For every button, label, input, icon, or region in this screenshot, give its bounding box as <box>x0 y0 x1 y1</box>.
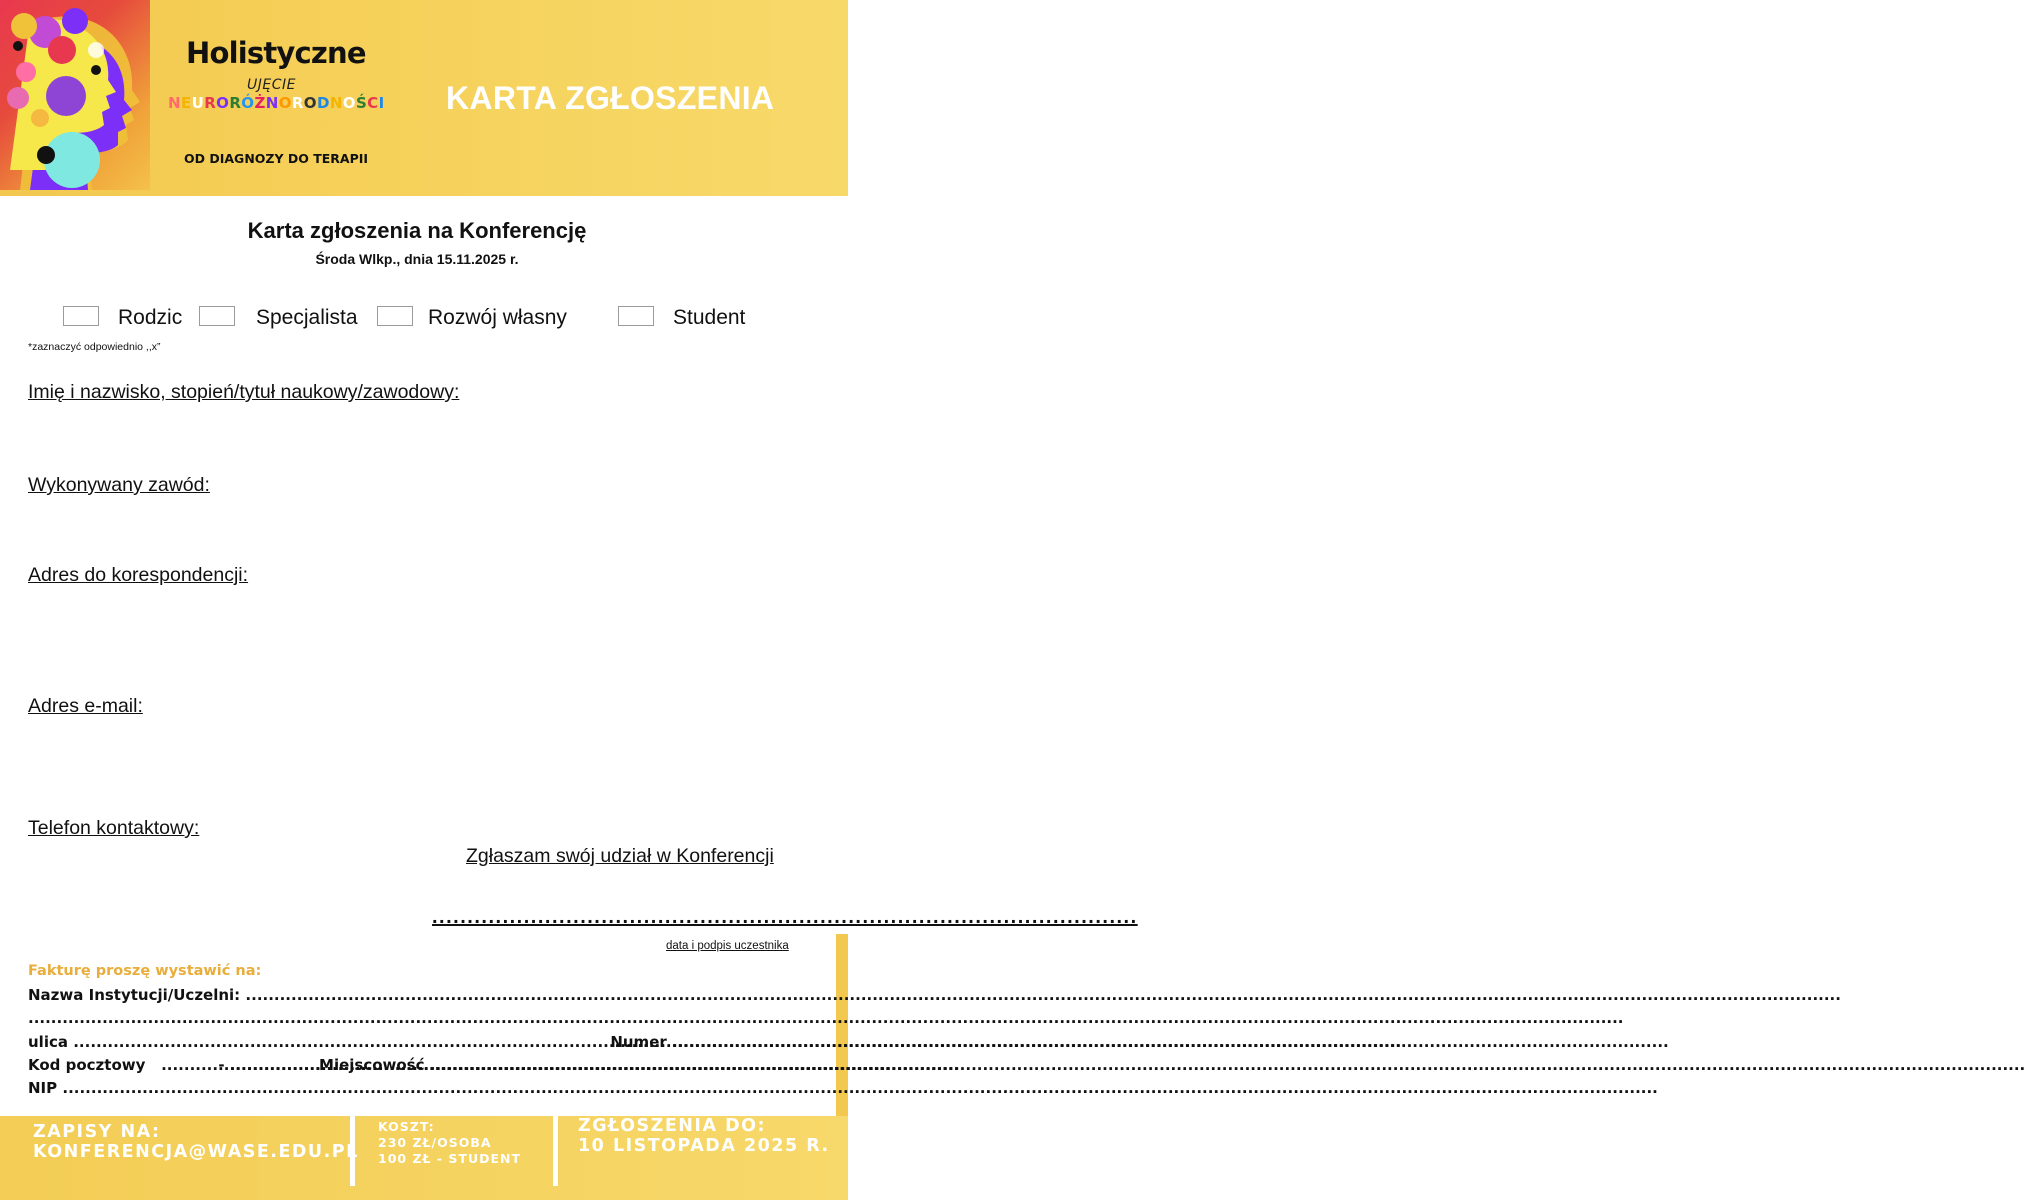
deadline-date: 10 LISTOPADA 2025 R. <box>578 1136 830 1156</box>
logo-letter: R <box>204 94 217 112</box>
signup-label: ZAPISY NA: <box>33 1122 161 1142</box>
header-title: KARTA ZGŁOSZENIA <box>446 80 775 116</box>
signature-caption: data i podpis uczestnika <box>666 940 789 952</box>
invoice-nip-row[interactable] <box>28 1079 308 1101</box>
option-label-rozwoj-wlasny: Rozwój własny <box>428 306 567 329</box>
logo-letter: R <box>229 94 242 112</box>
form-date: Środa Wlkp., dnia 15.11.2025 r. <box>315 251 519 267</box>
logo-subtitle: UJĘCIE <box>247 77 296 93</box>
logo-letter: N <box>265 94 279 112</box>
option-label-specjalista: Specjalista <box>256 306 358 329</box>
logo-letter: O <box>278 94 292 112</box>
signup-email[interactable]: KONFERENCJA@WASE.EDU.PL <box>33 1142 359 1162</box>
institution-fill-2[interactable] <box>28 1009 820 1027</box>
logo-letter: U <box>191 94 205 112</box>
logo-letter: C <box>367 94 379 112</box>
field-label-phone: Telefon kontaktowy: <box>28 817 200 839</box>
logo-letter: O <box>303 94 317 112</box>
logo-letter: R <box>291 94 304 112</box>
logo-letter: N <box>329 94 343 112</box>
cost-student: 100 ZŁ - STUDENT <box>378 1151 522 1166</box>
cost-label: KOSZT: <box>378 1119 435 1134</box>
institution-fill[interactable] <box>245 986 820 1004</box>
option-label-student: Student <box>673 306 746 329</box>
field-label-email: Adres e-mail: <box>28 695 143 717</box>
city-label: Miejscowość <box>319 1056 425 1074</box>
postal-label: Kod pocztowy <box>28 1056 146 1074</box>
number-fill[interactable] <box>672 1033 820 1051</box>
logo-illustration <box>0 0 150 190</box>
logo-letter: E <box>180 94 192 112</box>
logo-title: Holistyczne <box>186 36 366 70</box>
logo-letter: Ś <box>355 94 368 112</box>
field-label-address: Adres do korespondencji: <box>28 564 249 586</box>
postal-fill-2[interactable] <box>230 1056 314 1074</box>
signature-line[interactable]: .................................................................................................... <box>432 906 1138 928</box>
logo-letter: Ż <box>254 94 266 112</box>
field-label-name: Imię i nazwisko, stopień/tytuł naukowy/zawodowy: <box>28 381 460 403</box>
logo-letter: I <box>378 94 385 112</box>
nip-label: NIP <box>28 1079 58 1097</box>
number-label: Numer <box>610 1033 667 1051</box>
logo-letter: O <box>342 94 356 112</box>
checkbox-rodzic[interactable] <box>63 306 99 326</box>
checkbox-note: *zaznaczyć odpowiednio ,,x” <box>28 341 161 353</box>
invoice-street-row[interactable] <box>28 1033 820 1055</box>
checkbox-student[interactable] <box>618 306 654 326</box>
deadline-label: ZGŁOSZENIA DO: <box>578 1116 766 1136</box>
invoice-heading: Fakturę proszę wystawić na: <box>28 963 262 979</box>
invoice-institution-row[interactable] <box>28 986 820 1008</box>
heads-illustration-icon <box>0 0 150 190</box>
logo-letter: D <box>316 94 330 112</box>
footer-divider <box>553 1114 558 1186</box>
city-fill[interactable] <box>430 1056 820 1074</box>
logo-letter: Ó <box>241 94 255 112</box>
cost-regular: 230 ZŁ/OSOBA <box>378 1135 492 1150</box>
invoice-institution-row-2[interactable] <box>28 1009 820 1031</box>
checkbox-rozwoj-wlasny[interactable] <box>377 306 413 326</box>
postal-fill-1[interactable] <box>161 1056 213 1074</box>
street-label: ulica <box>28 1033 68 1051</box>
form-title: Karta zgłoszenia na Konferencję <box>247 218 587 243</box>
field-label-profession: Wykonywany zawód: <box>28 474 210 496</box>
participation-declaration: Zgłaszam swój udział w Konferencji <box>466 845 774 867</box>
logo-letter: O <box>216 94 230 112</box>
logo-letter: N <box>168 94 181 112</box>
logo-tagline: OD DIAGNOZY DO TERAPII <box>184 151 369 166</box>
invoice-postal-row[interactable] <box>28 1056 820 1078</box>
logo-colored-text <box>168 94 385 112</box>
institution-label: Nazwa Instytucji/Uczelni: <box>28 986 241 1004</box>
postal-dash: - <box>218 1056 225 1074</box>
checkbox-specjalista[interactable] <box>199 306 235 326</box>
street-fill[interactable] <box>73 1033 600 1051</box>
option-label-rodzic: Rodzic <box>118 306 183 329</box>
nip-fill[interactable] <box>62 1079 308 1097</box>
